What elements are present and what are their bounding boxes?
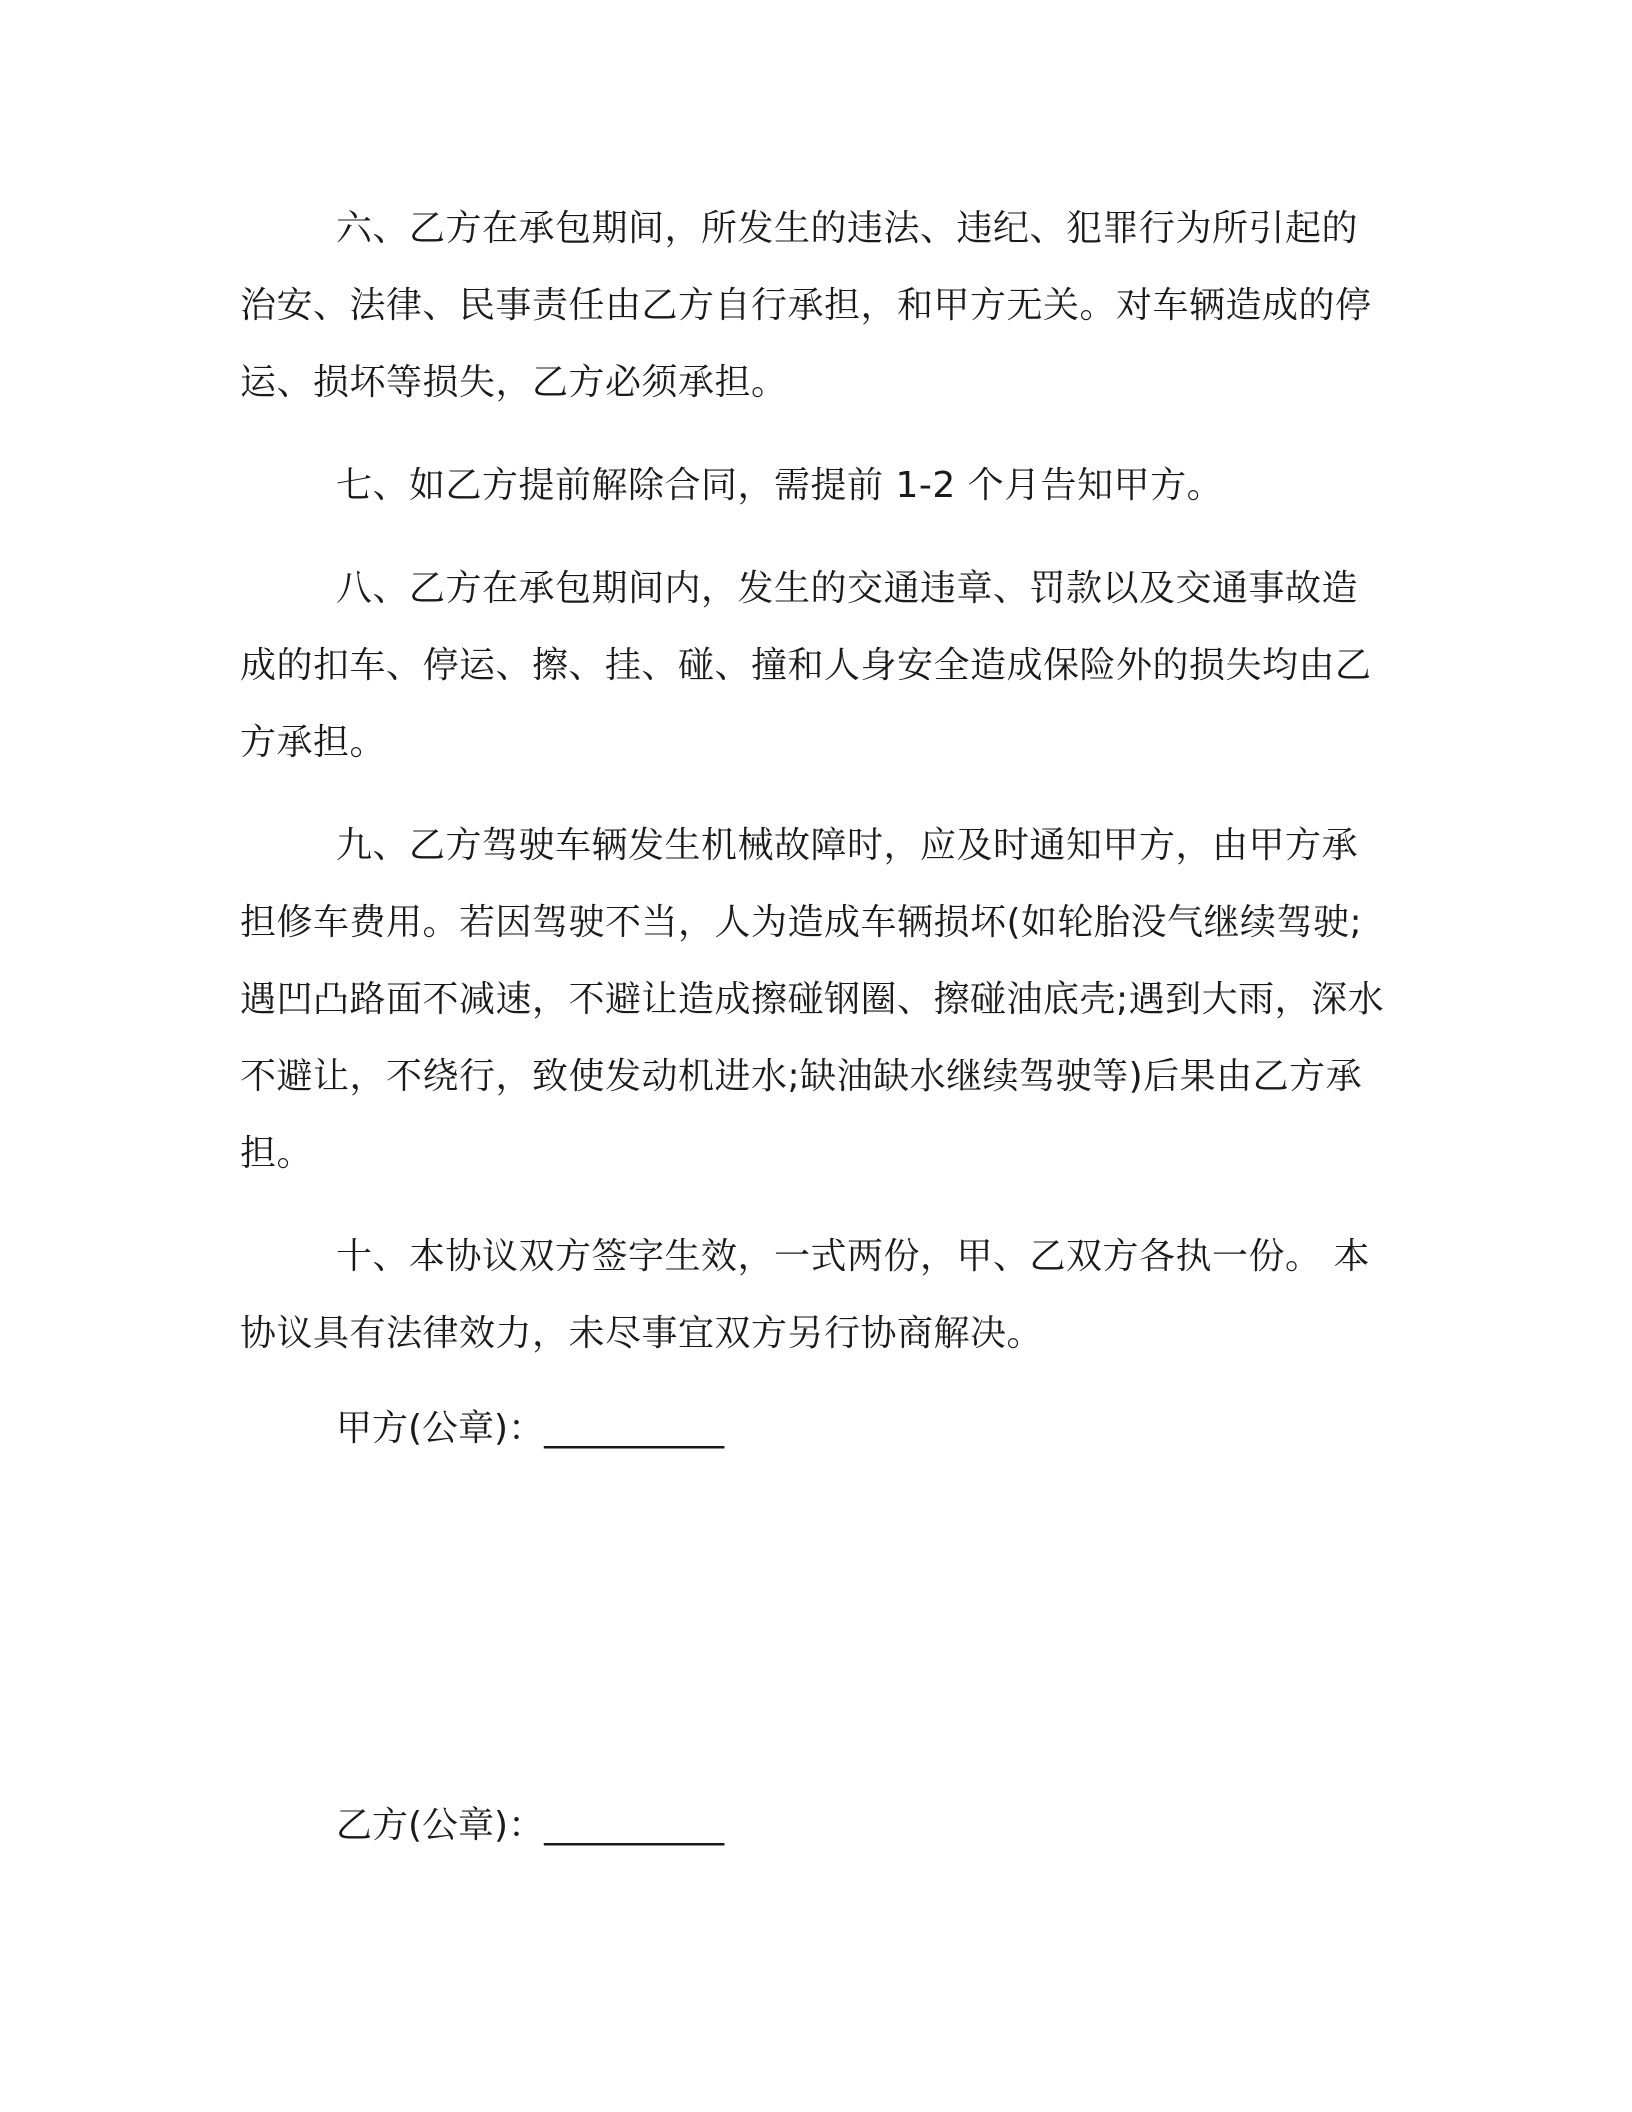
party-a-signature-blank: __________ [544, 1408, 725, 1449]
party-b-signature-blank: __________ [544, 1805, 725, 1846]
clause-9: 九、乙方驾驶车辆发生机械故障时，应及时通知甲方，由甲方承担修车费用。若因驾驶不当，人为造成车辆损坏(如轮胎没气继续驾驶;遇凹凸路面不减速，不避让造成擦碰钢圈、擦碰油底壳;遇到大雨，深水不避让，不绕行，致使发动机进水;缺油缺水继续驾驶等)后果由乙方承担。 [240, 825, 1385, 1174]
party-a-label: 甲方(公章)： [336, 1408, 545, 1449]
party-a-signature [240, 1390, 1390, 1467]
clause-6: 六、乙方在承包期间，所发生的违法、违纪、犯罪行为所引起的治安、法律、民事责任由乙方自行承担，和甲方无关。对车辆造成的停运、损坏等损失，乙方必须承担。 [240, 208, 1372, 403]
document-body [240, 190, 1390, 1864]
party-b-signature [240, 1787, 1390, 1864]
clause-7: 七、如乙方提前解除合同，需提前 1-2 个月告知甲方。 [336, 465, 1224, 506]
clause-10: 十、本协议双方签字生效，一式两份，甲、乙双方各执一份。 本协议具有法律效力，未尽事宜双方另行协商解决。 [240, 1236, 1370, 1354]
party-b-label: 乙方(公章)： [336, 1805, 545, 1846]
clause-8: 八、乙方在承包期间内，发生的交通违章、罚款以及交通事故造成的扣车、停运、擦、挂、碰、撞和人身安全造成保险外的损失均由乙方承担。 [240, 568, 1372, 763]
